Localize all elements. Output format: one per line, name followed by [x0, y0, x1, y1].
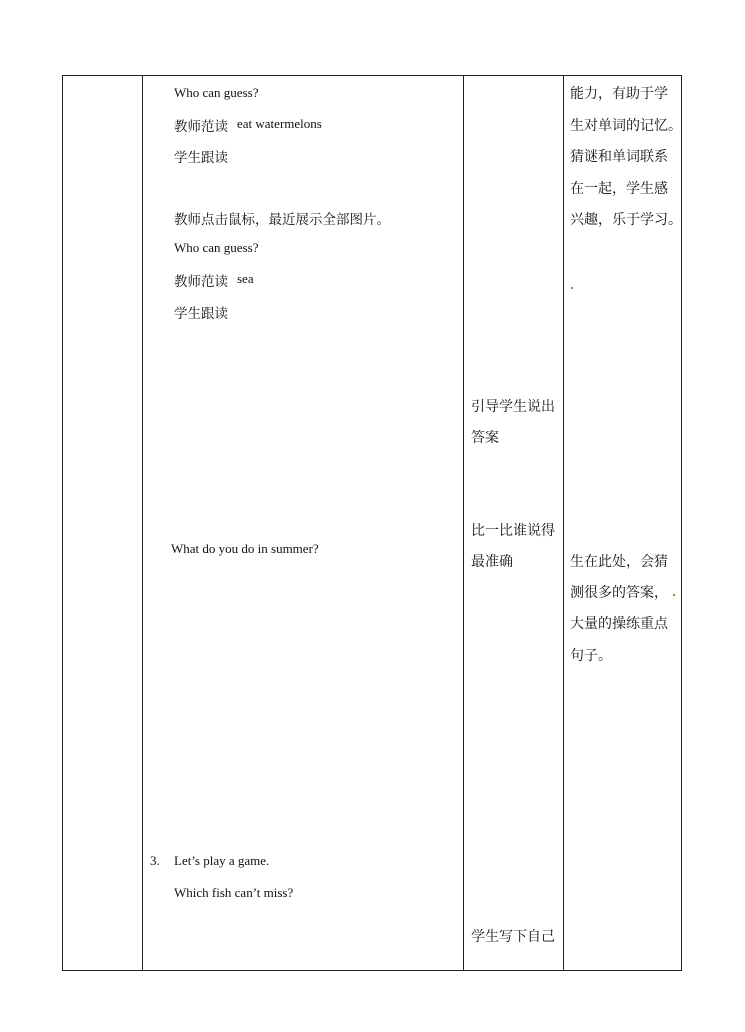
- student-activity-line: 引导学生说出: [471, 399, 555, 415]
- process-line: 教师点击鼠标，最近展示全部图片。: [174, 212, 390, 228]
- design-intent-line: 大量的操练重点: [570, 616, 668, 632]
- column-divider: [563, 76, 564, 970]
- column-divider: [463, 76, 464, 970]
- design-intent-line: 在一起，学生感: [570, 181, 668, 197]
- process-line: Who can guess?: [174, 85, 259, 100]
- process-line: 学生跟读: [174, 150, 228, 166]
- dot-mark: [571, 287, 573, 289]
- column-divider: [142, 76, 143, 970]
- design-intent-line: 猜谜和单词联系: [570, 149, 668, 165]
- student-activity-line: 学生写下自己: [471, 929, 555, 945]
- design-intent-line: 生对单词的记忆。: [570, 118, 682, 134]
- design-intent-line: 句子。: [570, 648, 612, 664]
- activity-title: Let’s play a game.: [174, 853, 270, 868]
- process-line: 教师范读: [174, 119, 228, 135]
- student-activity-line: 答案: [471, 430, 499, 446]
- student-activity-line: 最准确: [471, 554, 513, 570]
- dot-mark: [673, 594, 675, 596]
- list-number: 3.: [150, 853, 160, 868]
- design-intent-line: 兴趣，乐于学习。: [570, 212, 682, 228]
- process-line: sea: [237, 271, 254, 286]
- process-question: What do you do in summer?: [171, 541, 319, 556]
- process-line: Who can guess?: [174, 240, 259, 255]
- design-intent-line: 生在此处，会猜: [570, 554, 668, 570]
- student-activity-line: 比一比谁说得: [471, 523, 555, 539]
- process-line: eat watermelons: [237, 116, 322, 131]
- process-line: 学生跟读: [174, 306, 228, 322]
- activity-question: Which fish can’t miss?: [174, 885, 294, 900]
- process-line: 教师范读: [174, 274, 228, 290]
- design-intent-line: 测很多的答案，: [570, 585, 668, 601]
- design-intent-line: 能力，有助于学: [570, 86, 668, 102]
